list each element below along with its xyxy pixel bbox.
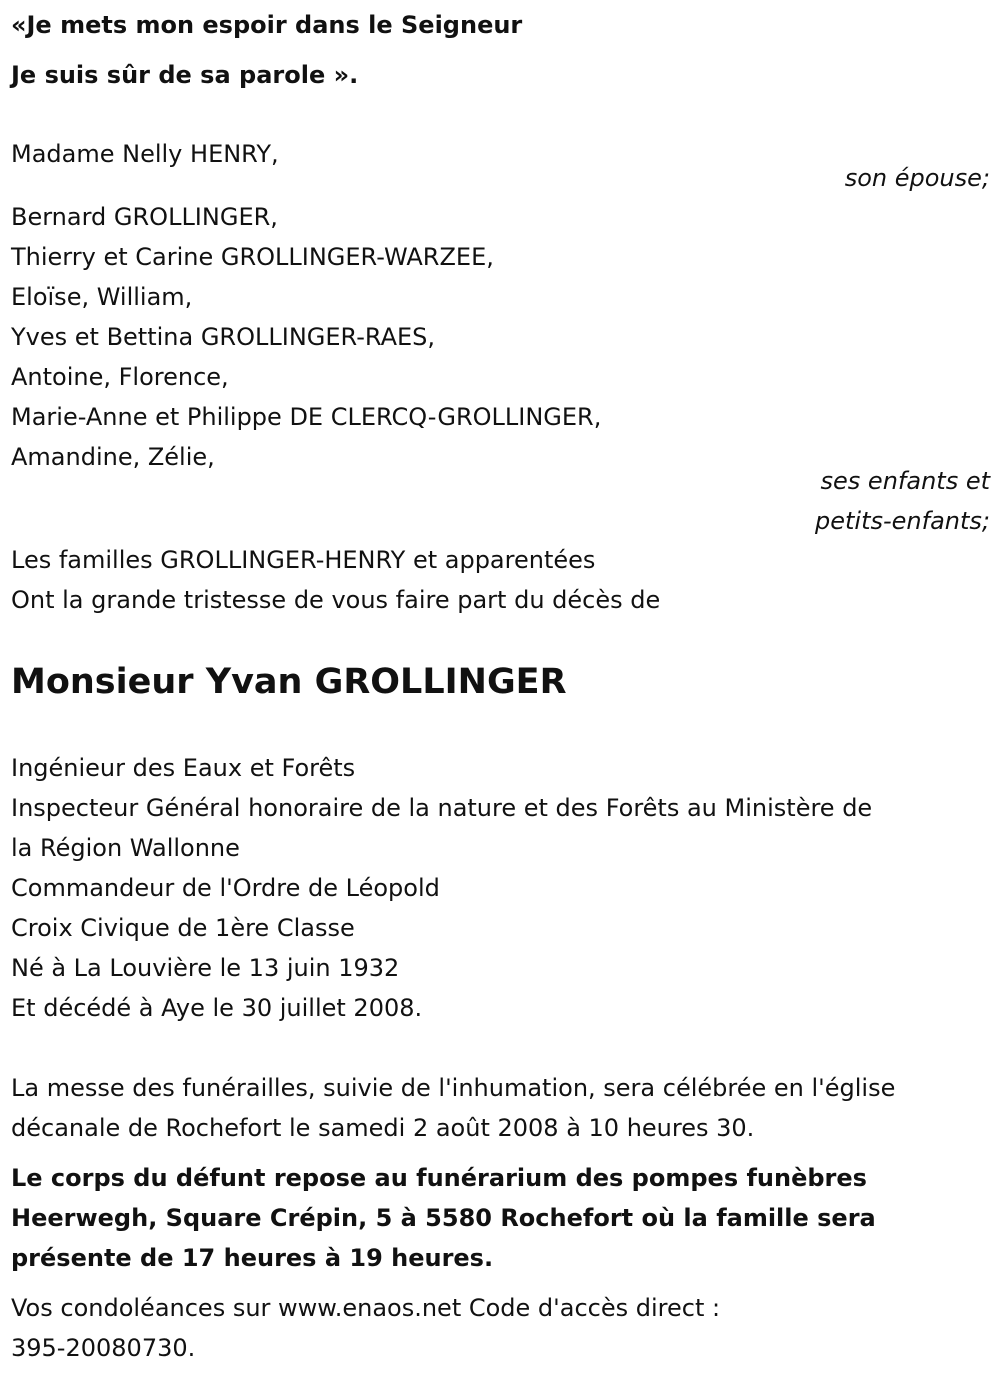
death-line: Et décédé à Aye le 30 juillet 2008. [11, 994, 423, 1022]
children-relation-line-2: petits-enfants; [815, 507, 990, 535]
title-line: Inspecteur Général honoraire de la nature et des Forêts au Ministère de [11, 794, 873, 822]
condolences-line-1: Vos condoléances sur www.enaos.net Code d'accès direct : [11, 1294, 721, 1322]
grandchild-line: Eloïse, William, [11, 283, 193, 311]
grandchild-line: Amandine, Zélie, [11, 443, 215, 471]
child-line: Thierry et Carine GROLLINGER-WARZEE, [11, 243, 494, 271]
visitation-line-2: Heerwegh, Square Crépin, 5 à 5580 Rochefort où la famille sera [11, 1204, 876, 1232]
birth-line: Né à La Louvière le 13 juin 1932 [11, 954, 400, 982]
condolences-access-code: 395-20080730. [11, 1334, 196, 1362]
title-line: Commandeur de l'Ordre de Léopold [11, 874, 440, 902]
ceremony-line-2: décanale de Rochefort le samedi 2 août 2008 à 10 heures 30. [11, 1114, 755, 1142]
ceremony-line-1: La messe des funérailles, suivie de l'inhumation, sera célébrée en l'église [11, 1074, 896, 1102]
epigraph-line-1: «Je mets mon espoir dans le Seigneur [11, 11, 523, 39]
title-line: la Région Wallonne [11, 834, 240, 862]
visitation-line-1: Le corps du défunt repose au funérarium des pompes funèbres [11, 1164, 867, 1192]
children-relation-line-1: ses enfants et [820, 467, 990, 495]
deceased-name: Monsieur Yvan GROLLINGER [11, 662, 567, 702]
child-line: Yves et Bettina GROLLINGER-RAES, [11, 323, 436, 351]
families-line: Les familles GROLLINGER-HENRY et apparentées [11, 546, 596, 574]
epigraph-line-2: Je suis sûr de sa parole ». [11, 61, 359, 89]
spouse-relation: son épouse; [844, 164, 990, 192]
child-line: Bernard GROLLINGER, [11, 203, 278, 231]
spouse-name: Madame Nelly HENRY, [11, 140, 279, 168]
grandchild-line: Antoine, Florence, [11, 363, 229, 391]
child-line: Marie-Anne et Philippe DE CLERCQ-GROLLINGER, [11, 403, 602, 431]
announcement-line: Ont la grande tristesse de vous faire part du décès de [11, 586, 661, 614]
visitation-line-3: présente de 17 heures à 19 heures. [11, 1244, 494, 1272]
title-line: Croix Civique de 1ère Classe [11, 914, 355, 942]
title-line: Ingénieur des Eaux et Forêts [11, 754, 356, 782]
